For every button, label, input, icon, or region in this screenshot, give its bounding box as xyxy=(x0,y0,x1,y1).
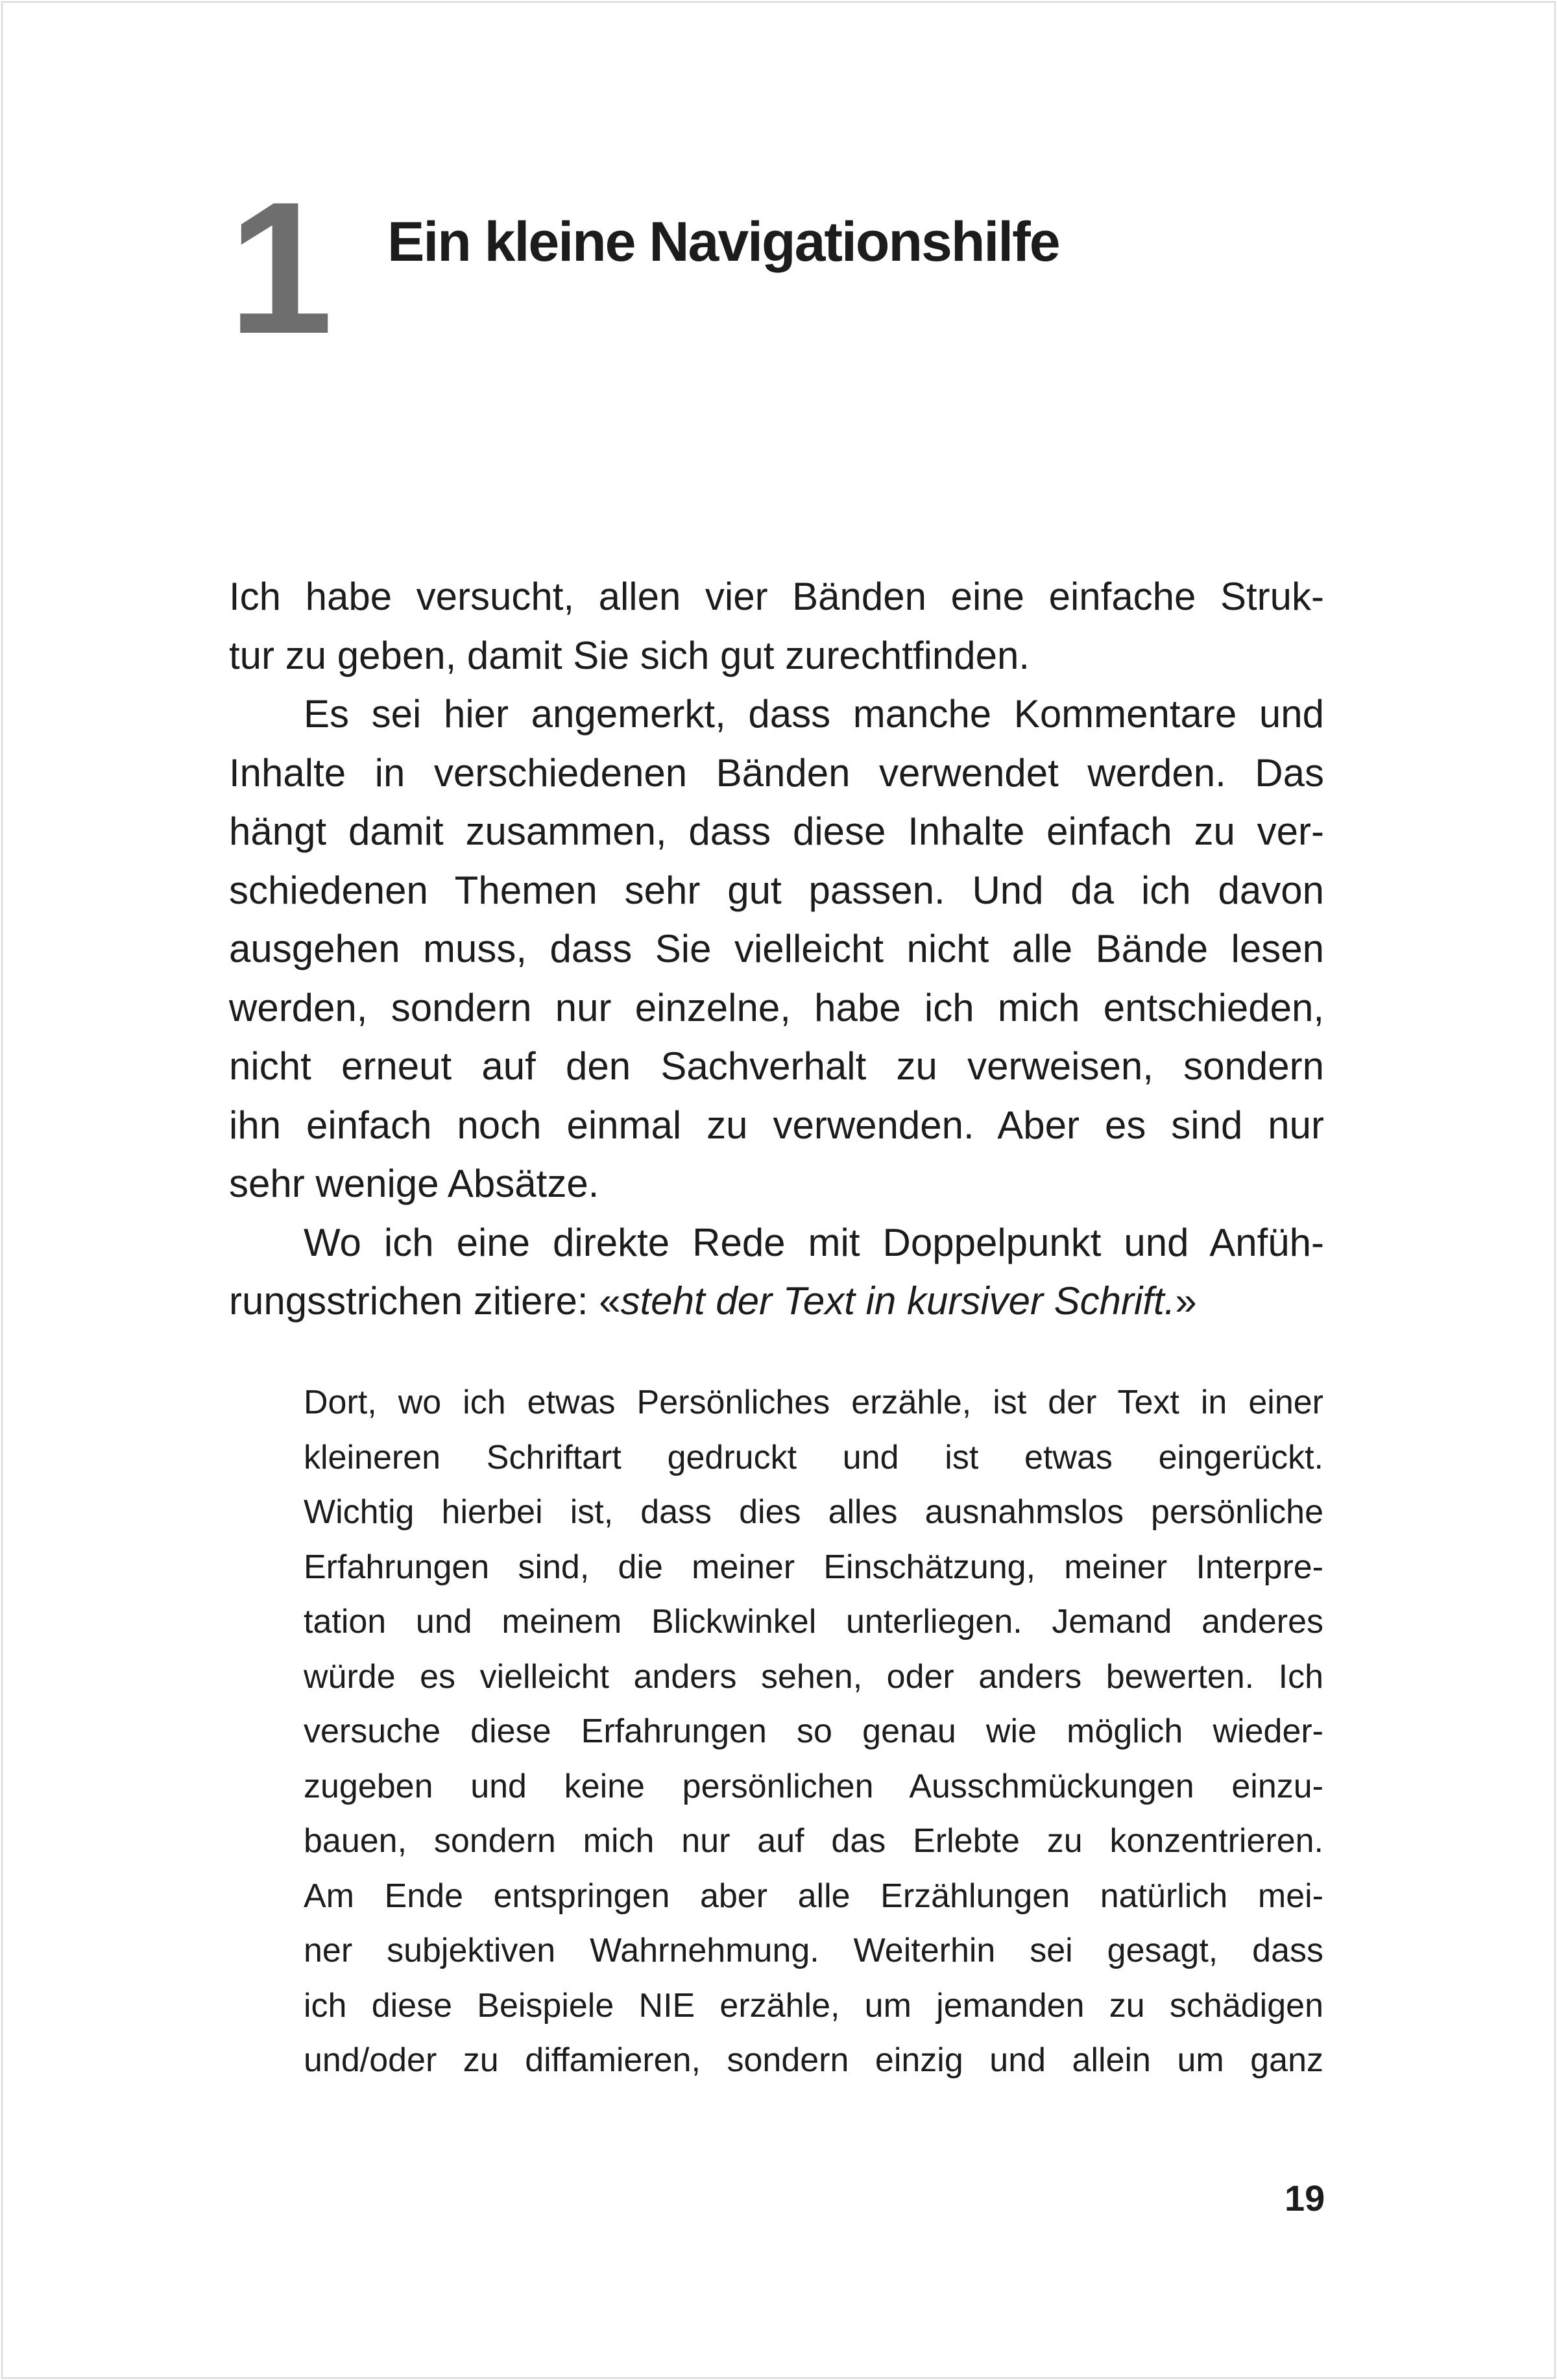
text-line xyxy=(229,1272,1324,1331)
text-line: und/oder zu diffamieren, sondern einzig und allein um ganz xyxy=(304,2041,1323,2079)
text-line: Inhalte in verschiedenen Bänden verwendet werden. Das xyxy=(229,751,1324,795)
body-text xyxy=(229,568,1324,1331)
text-line: Am Ende entspringen aber alle Erzählungen natürlich mei- xyxy=(304,1877,1323,1915)
text-line: Wichtig hierbei ist, dass dies alles ausnahmslos persönliche xyxy=(304,1493,1323,1531)
text-line: bauen, sondern mich nur auf das Erlebte zu konzentrieren. xyxy=(304,1822,1323,1860)
quote-text: rungsstrichen zitiere: « xyxy=(229,1279,621,1323)
text-line: ausgehen muss, dass Sie vielleicht nicht alle Bände lesen xyxy=(229,927,1324,970)
quote-text: » xyxy=(1175,1279,1197,1323)
italic-quote: steht der Text in kursiver Schrift. xyxy=(620,1279,1176,1323)
text-line: Dort, wo ich etwas Persönliches erzähle, ist der Text in einer xyxy=(304,1384,1323,1421)
text-line: sehr wenige Absätze. xyxy=(229,1162,599,1205)
text-line: tur zu geben, damit Sie sich gut zurechtfinden. xyxy=(229,633,1030,677)
text-line: Es sei hier angemerkt, dass manche Kommentare und xyxy=(304,692,1324,736)
text-line: ich diese Beispiele NIE erzähle, um jemanden zu schädigen xyxy=(304,1986,1323,2025)
text-line: zugeben und keine persönlichen Ausschmückungen einzu- xyxy=(304,1767,1323,1805)
text-line: kleineren Schriftart gedruckt und ist etwas eingerückt. xyxy=(304,1438,1323,1476)
text-line: Erfahrungen sind, die meiner Einschätzung, meiner Interpre- xyxy=(304,1548,1323,1586)
text-line: nicht erneut auf den Sachverhalt zu verweisen, sondern xyxy=(229,1044,1324,1088)
text-line: tation und meinem Blickwinkel unterliegen. Jemand anderes xyxy=(304,1603,1323,1641)
text-line: werden, sondern nur einzelne, habe ich mich entschieden, xyxy=(229,985,1324,1029)
text-line: Wo ich eine direkte Rede mit Doppelpunkt und Anfüh- xyxy=(304,1220,1324,1264)
page-number: 19 xyxy=(1285,2178,1325,2218)
personal-note-block xyxy=(304,1375,1323,2088)
text-line: würde es vielleicht anders sehen, oder anders bewerten. Ich xyxy=(304,1657,1323,1696)
text-line: versuche diese Erfahrungen so genau wie möglich wieder- xyxy=(304,1713,1323,1750)
text-line: hängt damit zusammen, dass diese Inhalte einfach zu ver- xyxy=(229,810,1324,853)
text-line: schiedenen Themen sehr gut passen. Und da ich davon xyxy=(229,868,1324,912)
text-line: ihn einfach noch einmal zu verwenden. Aber es sind nur xyxy=(229,1103,1324,1147)
text-line: ner subjektiven Wahrnehmung. Weiterhin sei gesagt, dass xyxy=(304,1932,1323,1969)
chapter-number: 1 xyxy=(228,163,330,373)
chapter-title: Ein kleine Navigationshilfe xyxy=(387,211,1059,273)
text-line: Ich habe versucht, allen vier Bänden eine einfache Struk- xyxy=(229,575,1324,618)
